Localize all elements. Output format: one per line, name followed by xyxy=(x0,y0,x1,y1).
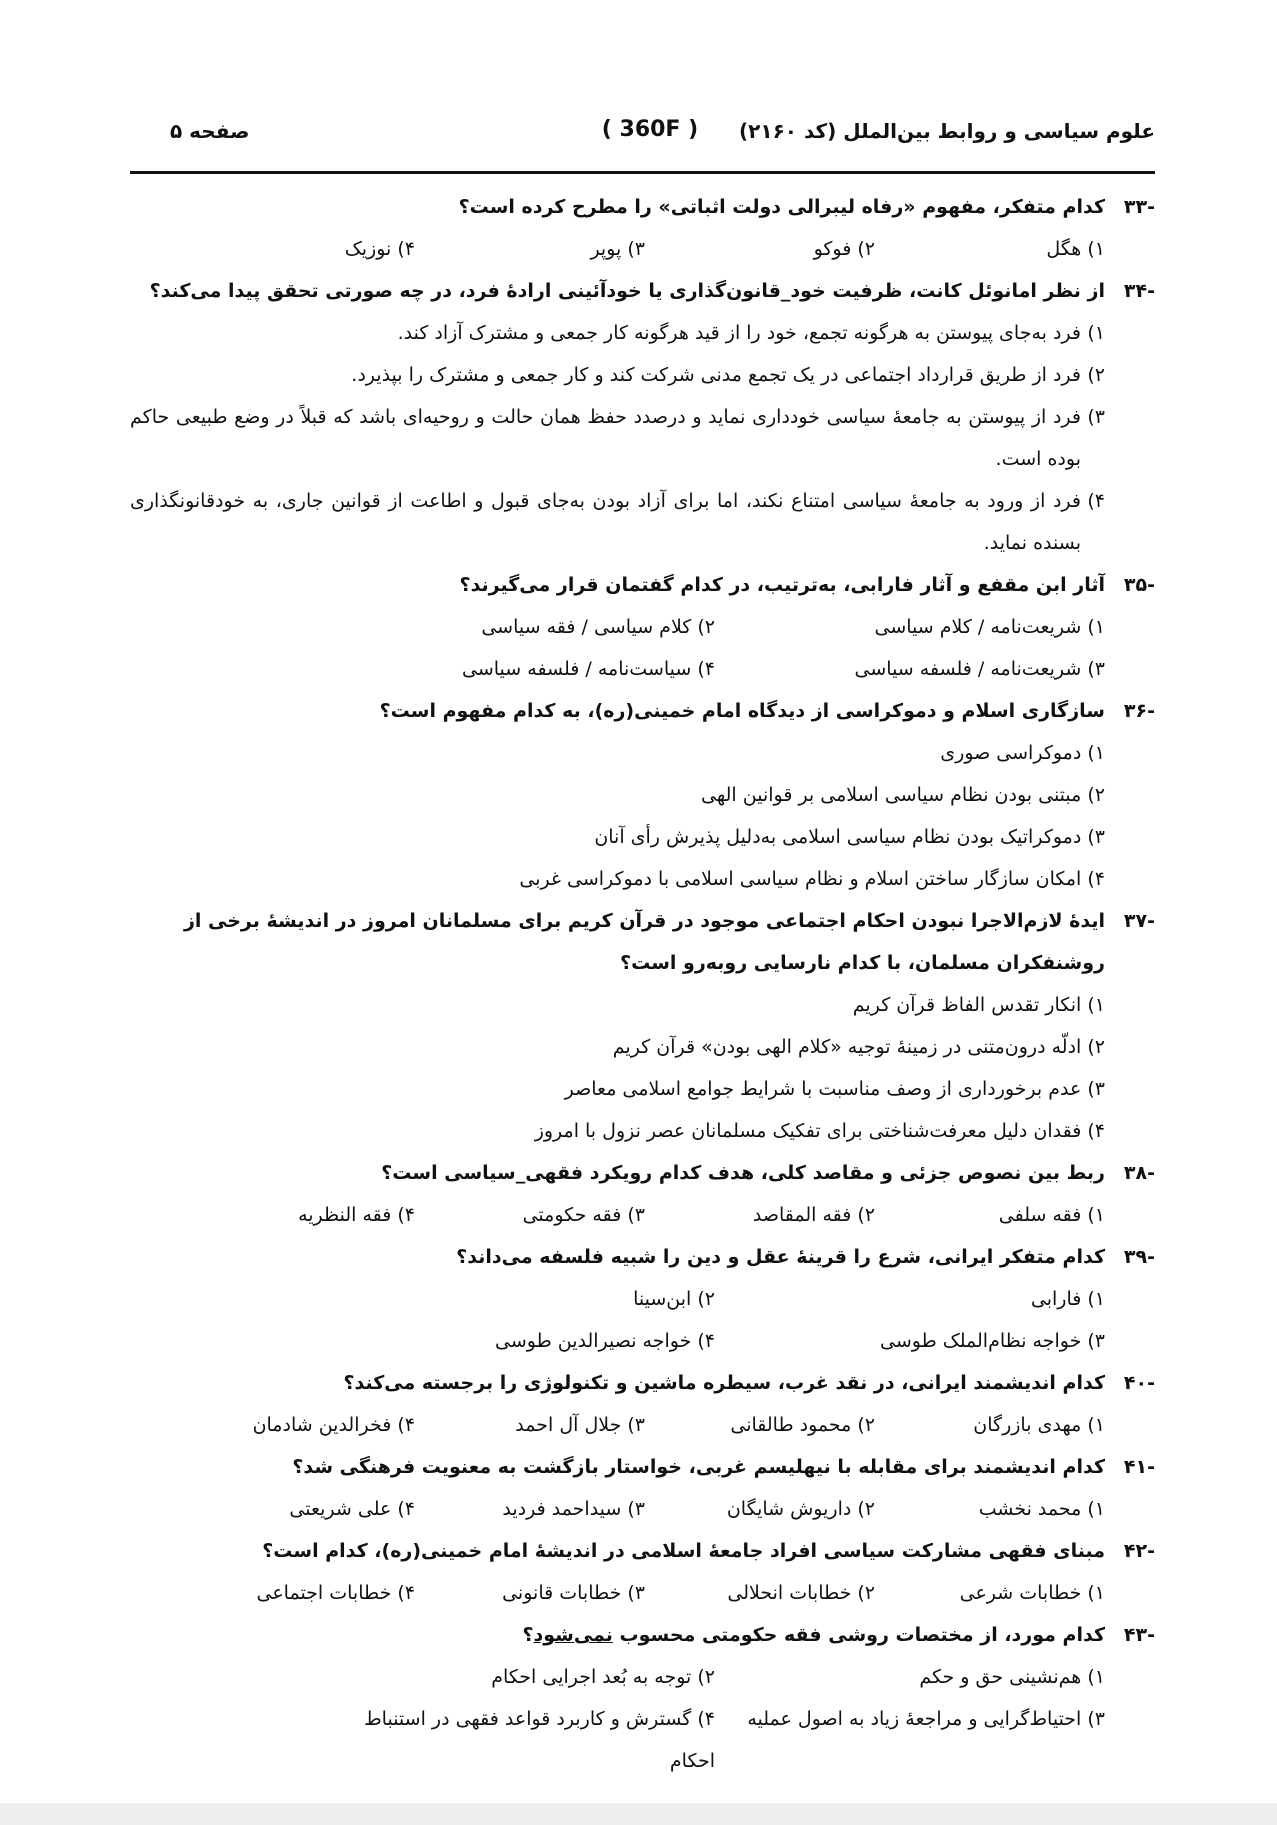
option-1[interactable]: ۱) انکار تقدس الفاظ قرآن کریم xyxy=(852,994,1105,1016)
question-text: از نظر امانوئل کانت، ظرفیت خود_قانون‌گذاری یا خودآئینی ارادهٔ فرد، در چه صورتی تحقق پیدا می‌کند؟ xyxy=(149,280,1105,302)
question-text: ایدهٔ لازم‌الاجرا نبودن احکام اجتماعی موجود در قرآن کریم برای مسلمانان امروز در اندیشهٔ برخی از روشنفکران مسلمان، با کدام نارسایی روبه‌رو است؟ xyxy=(183,910,1105,974)
exam-title: علوم سیاسی و روابط بین‌الملل (کد ۲۱۶۰) xyxy=(739,119,1155,143)
option-text: فرد از طریق قرارداد اجتماعی در یک تجمع مدنی شرکت کند و کار جمعی و مشترک را بپذیرد. xyxy=(351,364,1081,386)
option-label: ۳) xyxy=(1087,406,1105,428)
question-number: -۳۴ xyxy=(1123,280,1155,302)
option-1[interactable]: ۱) شریعت‌نامه / کلام سیاسی xyxy=(874,616,1105,638)
header-divider xyxy=(130,171,1155,174)
question-41 xyxy=(130,1446,1155,1530)
question-text: کدام اندیشمند ایرانی، در نقد غرب، سیطره ماشین و تکنولوژی را برجسته می‌کند؟ xyxy=(343,1372,1105,1394)
option-2[interactable]: ۲) مبتنی بودن نظام سیاسی اسلامی بر قوانین الهی xyxy=(701,784,1105,806)
exam-page xyxy=(130,0,1155,1800)
option-3[interactable]: ۳) دموکراتیک بودن نظام سیاسی اسلامی به‌دلیل پذیرش رأی آنان xyxy=(594,826,1105,848)
question-42 xyxy=(130,1530,1155,1614)
option-2[interactable]: ۲) کلام سیاسی / فقه سیاسی xyxy=(481,616,715,638)
option-2[interactable]: ۲) خطابات انحلالی xyxy=(727,1582,875,1604)
page-bottom-band xyxy=(0,1803,1277,1825)
question-34 xyxy=(130,270,1155,564)
question-text: آثار ابن مقفع و آثار فارابی، به‌ترتیب، در کدام گفتمان قرار می‌گیرند؟ xyxy=(459,574,1105,596)
option-4[interactable]: ۴) علی شریعتی xyxy=(289,1498,415,1520)
question-37 xyxy=(130,900,1155,1152)
question-number: -۳۶ xyxy=(1123,700,1155,722)
option-3[interactable] xyxy=(130,396,1105,480)
option-3[interactable]: ۳) شریعت‌نامه / فلسفه سیاسی xyxy=(854,658,1105,680)
option-1[interactable]: ۱) هگل xyxy=(1046,238,1105,260)
option-1[interactable]: ۱) دموکراسی صوری xyxy=(940,742,1105,764)
question-36 xyxy=(130,690,1155,900)
question-number: -۳۷ xyxy=(1123,910,1155,932)
option-2[interactable]: ۲) فقه المقاصد xyxy=(752,1204,875,1226)
option-3[interactable]: ۳) فقه حکومتی xyxy=(522,1204,645,1226)
option-2[interactable]: ۲) ادلّه درون‌متنی در زمینهٔ توجیه «کلام الهی بودن» قرآن کریم xyxy=(612,1036,1105,1058)
option-4[interactable]: ۴) نوزیک xyxy=(344,238,415,260)
option-3[interactable]: ۳) خطابات قانونی xyxy=(502,1582,645,1604)
option-3[interactable]: ۳) سیداحمد فردید xyxy=(502,1498,645,1520)
question-number: -۳۳ xyxy=(1123,196,1155,218)
option-text: فرد از پیوستن به جامعهٔ سیاسی خودداری نماید و درصدد حفظ همان حالت و روحیه‌ای باشد که قبلاً در وضع طبیعی حاکم بوده است. xyxy=(130,406,1081,470)
option-2[interactable]: ۲) ابن‌سینا xyxy=(633,1288,715,1310)
option-3[interactable]: ۳) جلال آل احمد xyxy=(515,1414,645,1436)
question-40 xyxy=(130,1362,1155,1446)
question-number: -۳۵ xyxy=(1123,574,1155,596)
option-2[interactable]: ۲) فوکو xyxy=(813,238,875,260)
option-3[interactable]: ۳) عدم برخورداری از وصف مناسبت با شرایط جوامع اسلامی معاصر xyxy=(564,1078,1105,1100)
option-1[interactable]: ۱) خطابات شرعی xyxy=(959,1582,1105,1604)
option-3[interactable]: ۳) خواجه نظام‌الملک طوسی xyxy=(880,1330,1105,1352)
option-4[interactable]: ۴) گسترش و کاربرد قواعد فقهی در استنباط احکام xyxy=(364,1708,715,1772)
question-38 xyxy=(130,1152,1155,1236)
option-4[interactable]: ۴) خطابات اجتماعی xyxy=(256,1582,415,1604)
option-text: فرد به‌جای پیوستن به هرگونه تجمع، خود را از قید هرگونه کار جمعی و مشترک آزاد کند. xyxy=(397,322,1081,344)
question-list xyxy=(130,186,1155,1782)
option-4[interactable]: ۴) خواجه نصیرالدین طوسی xyxy=(495,1330,715,1352)
negation-emphasis: نمی‌شود xyxy=(533,1624,613,1646)
option-2[interactable]: ۲) محمود طالقانی xyxy=(730,1414,875,1436)
question-number: -۴۰ xyxy=(1123,1372,1155,1394)
option-1[interactable]: ۱) فقه سلفی xyxy=(998,1204,1105,1226)
option-4[interactable]: ۴) فقدان دلیل معرفت‌شناختی برای تفکیک مسلمانان عصر نزول با امروز xyxy=(534,1120,1105,1142)
booklet-code: ( 360F ) xyxy=(601,117,699,142)
option-4[interactable]: ۴) سیاست‌نامه / فلسفه سیاسی xyxy=(462,658,715,680)
question-text: کدام اندیشمند برای مقابله با نیهلیسم غربی، خواستار بازگشت به معنویت فرهنگی شد؟ xyxy=(292,1456,1105,1478)
option-label: ۱) xyxy=(1087,322,1105,344)
question-33 xyxy=(130,186,1155,270)
option-3[interactable]: ۳) پوپر xyxy=(590,238,645,260)
question-text xyxy=(130,1614,1105,1656)
question-text: کدام متفکر، مفهوم «رفاه لیبرالی دولت اثباتی» را مطرح کرده است؟ xyxy=(458,196,1105,218)
option-4[interactable]: ۴) فخرالدین شادمان xyxy=(252,1414,415,1436)
question-number: -۳۹ xyxy=(1123,1246,1155,1268)
option-4[interactable]: ۴) امکان سازگار ساختن اسلام و نظام سیاسی اسلامی با دموکراسی غربی xyxy=(519,868,1105,890)
question-number: -۴۱ xyxy=(1123,1456,1155,1478)
question-number: -۳۸ xyxy=(1123,1162,1155,1184)
option-1[interactable]: ۱) مهدی بازرگان xyxy=(973,1414,1105,1436)
option-1[interactable] xyxy=(130,312,1105,354)
option-1[interactable]: ۱) محمد نخشب xyxy=(978,1498,1105,1520)
question-43 xyxy=(130,1614,1155,1782)
page-number: صفحه ۵ xyxy=(170,119,250,143)
question-text: کدام متفکر ایرانی، شرع را قرینهٔ عقل و دین را شبیه فلسفه می‌داند؟ xyxy=(456,1246,1105,1268)
question-35 xyxy=(130,564,1155,690)
option-3[interactable]: ۳) احتیاط‌گرایی و مراجعهٔ زیاد به اصول عملیه xyxy=(747,1708,1105,1730)
question-number: -۴۲ xyxy=(1123,1540,1155,1562)
option-2[interactable] xyxy=(130,354,1105,396)
option-4[interactable]: ۴) فقه النظریه xyxy=(298,1204,415,1226)
option-4[interactable] xyxy=(130,480,1105,564)
option-1[interactable]: ۱) هم‌نشینی حق و حکم xyxy=(919,1666,1105,1688)
question-39 xyxy=(130,1236,1155,1362)
question-text: سازگاری اسلام و دموکراسی از دیدگاه امام خمینی(ره)، به کدام مفهوم است؟ xyxy=(379,700,1105,722)
option-1[interactable]: ۱) فارابی xyxy=(1030,1288,1105,1310)
option-2[interactable]: ۲) توجه به بُعد اجرایی احکام xyxy=(491,1666,715,1688)
question-number: -۴۳ xyxy=(1123,1624,1155,1646)
page-header xyxy=(130,115,1155,155)
question-text-part: ؟ xyxy=(522,1624,534,1646)
option-label: ۲) xyxy=(1087,364,1105,386)
option-text: فرد از ورود به جامعهٔ سیاسی امتناع نکند، اما برای آزاد بودن به‌جای قبول و اطاعت از قوانین جاری، به خودقانونگذاری بسنده نماید. xyxy=(130,490,1081,554)
option-2[interactable]: ۲) داریوش شایگان xyxy=(726,1498,875,1520)
question-text: مبنای فقهی مشارکت سیاسی افراد جامعهٔ اسلامی در اندیشهٔ امام خمینی(ره)، کدام است؟ xyxy=(262,1540,1105,1562)
option-label: ۴) xyxy=(1087,490,1105,512)
question-text-part: کدام مورد، از مختصات روشی فقه حکومتی محسوب xyxy=(612,1624,1105,1646)
question-text: ربط بین نصوص جزئی و مقاصد کلی، هدف کدام رویکرد فقهی_سیاسی است؟ xyxy=(381,1162,1105,1184)
